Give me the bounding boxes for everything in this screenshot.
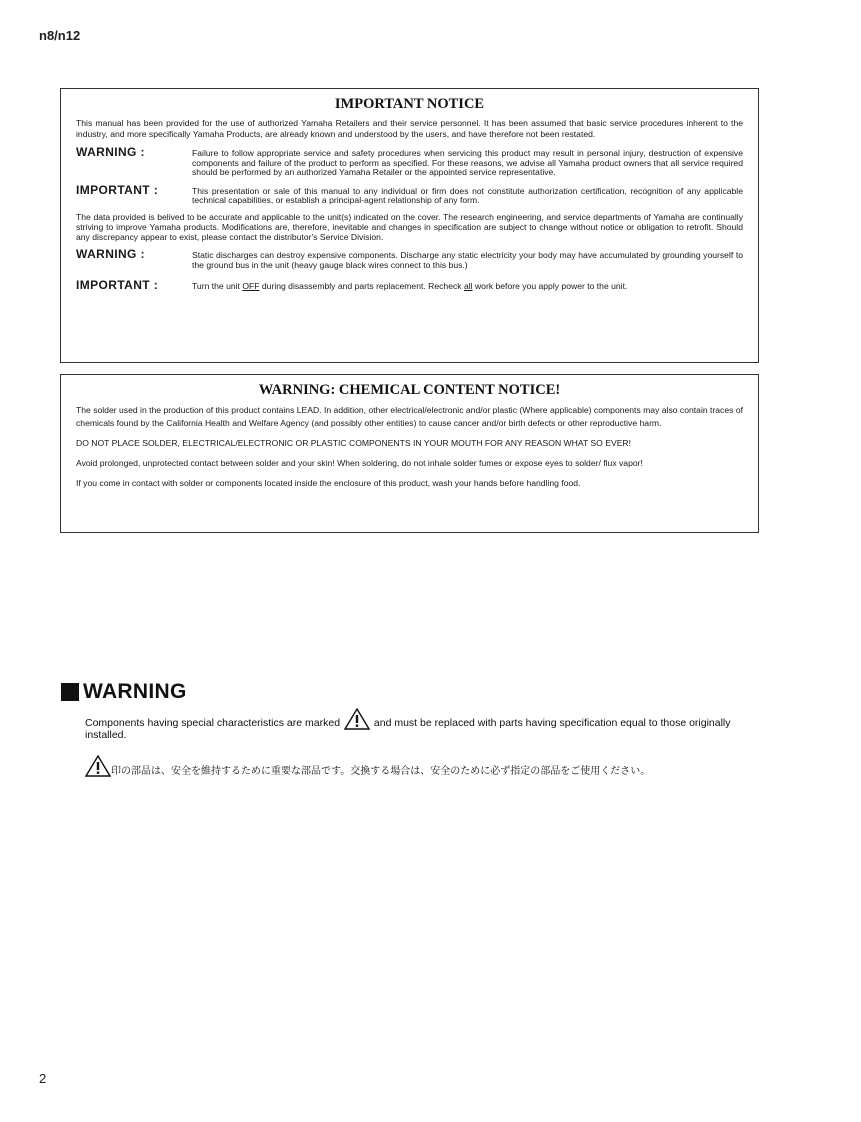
important-notice-box <box>60 88 759 363</box>
important-label: IMPORTANT : <box>76 182 159 197</box>
chemical-paragraph-lead: The solder used in the production of this product contains LEAD. In addition, other electrical/electronic and/or plastic (Where applicable) components may also contain traces of chemicals found by the California Health and Welfare Agency (and possibly other entities) to cause cancer and/or birth defects or other reproductive harm. <box>76 405 743 428</box>
power-off-text-part1: Turn the unit <box>192 281 240 292</box>
warning-title: WARNING <box>83 680 187 703</box>
data-accuracy-paragraph: The data provided is belived to be accurate and applicable to the unit(s) indicated on the cover. The research engineering, and service departments of Yamaha are continually striving to improve Yamaha products. Modifications are, therefore, inevitable and changes in specification are subject to change without notice or obligation to retrofit. Should any discrepancy appear to exist, please contact the distributor's Service Division. <box>76 211 743 242</box>
header-model-name: n8/n12 <box>39 28 81 43</box>
caution-triangle-icon <box>344 708 370 730</box>
important-notice-intro: This manual has been provided for the use of authorized Yamaha Retailers and their service personnel. It has been assumed that basic service procedures inherent to the industry, and more specifically Yamaha Products, are already known and understood by the users, and have therefore not been restated. <box>76 118 743 139</box>
warning-heading <box>61 680 761 704</box>
static-discharge-text: Static discharges can destroy expensive components. Discharge any static electricity your body may have accumulated by grounding yourself to the ground bus in the unit (heavy gauge black wires connect to this bus.) <box>192 249 743 270</box>
chemical-paragraph-skin: Avoid prolonged, unprotected contact between solder and your skin! When soldering, do not inhale solder fumes or expose eyes to solder/ flux vapor! <box>76 458 643 468</box>
black-square-icon <box>61 683 79 701</box>
power-off-text <box>192 279 743 292</box>
chemical-paragraph-mouth: DO NOT PLACE SOLDER, ELECTRICAL/ELECTRONIC OR PLASTIC COMPONENTS IN YOUR MOUTH FOR ANY REASON WHAT SO EVER! <box>76 438 632 448</box>
japanese-warning-text: 印の部品は、安全を維持するために重要な部品です。交換する場合は、安全のために必ず指定の部品をご使用ください。 <box>111 766 651 777</box>
power-off-text-part3: work before you apply power to the unit. <box>474 281 628 292</box>
important-label: IMPORTANT : <box>76 278 159 293</box>
all-emphasis: all <box>463 281 473 292</box>
power-off-text-part2: during disassembly and parts replacement. Recheck <box>261 281 462 292</box>
important-notice-title: IMPORTANT NOTICE <box>334 96 485 112</box>
important-row-2 <box>76 279 743 292</box>
important-row-1 <box>76 184 743 206</box>
japanese-warning-line <box>85 755 761 777</box>
caution-triangle-icon <box>85 755 111 777</box>
warning-components-text <box>85 708 745 741</box>
chemical-paragraph-hands: If you come in contact with solder or components located inside the enclosure of this product, wash your hands before handling food. <box>76 478 581 488</box>
warning-row-2 <box>76 248 743 270</box>
warning-row-1 <box>76 146 743 178</box>
chemical-notice-box <box>60 374 759 533</box>
warning-label: WARNING : <box>76 145 145 159</box>
warning-text: Failure to follow appropriate service and safety procedures when servicing this product may result in personal injury, destruction of expensive components and failure of the product to perform as specified. For these reasons, we advise all Yamaha product owners that all service required should be performed by an authorized Yamaha Retailer or the appointed service representative. <box>192 148 743 178</box>
warning-section <box>61 680 761 777</box>
page-number: 2 <box>39 1071 47 1086</box>
chemical-notice-title: WARNING: CHEMICAL CONTENT NOTICE! <box>258 382 561 398</box>
important-text: This presentation or sale of this manual to any individual or firm does not constitute authorization certification, recognition of any applicable technical capabilities, or establish a principal-agent relationship of any form. <box>192 185 743 206</box>
warning-text-before: Components having special characteristics are marked <box>85 717 341 729</box>
warning-text-after: and must be replaced with parts having specification equal to those originally installed. <box>85 717 731 741</box>
off-emphasis: OFF <box>242 281 260 292</box>
warning-label: WARNING : <box>76 246 145 261</box>
